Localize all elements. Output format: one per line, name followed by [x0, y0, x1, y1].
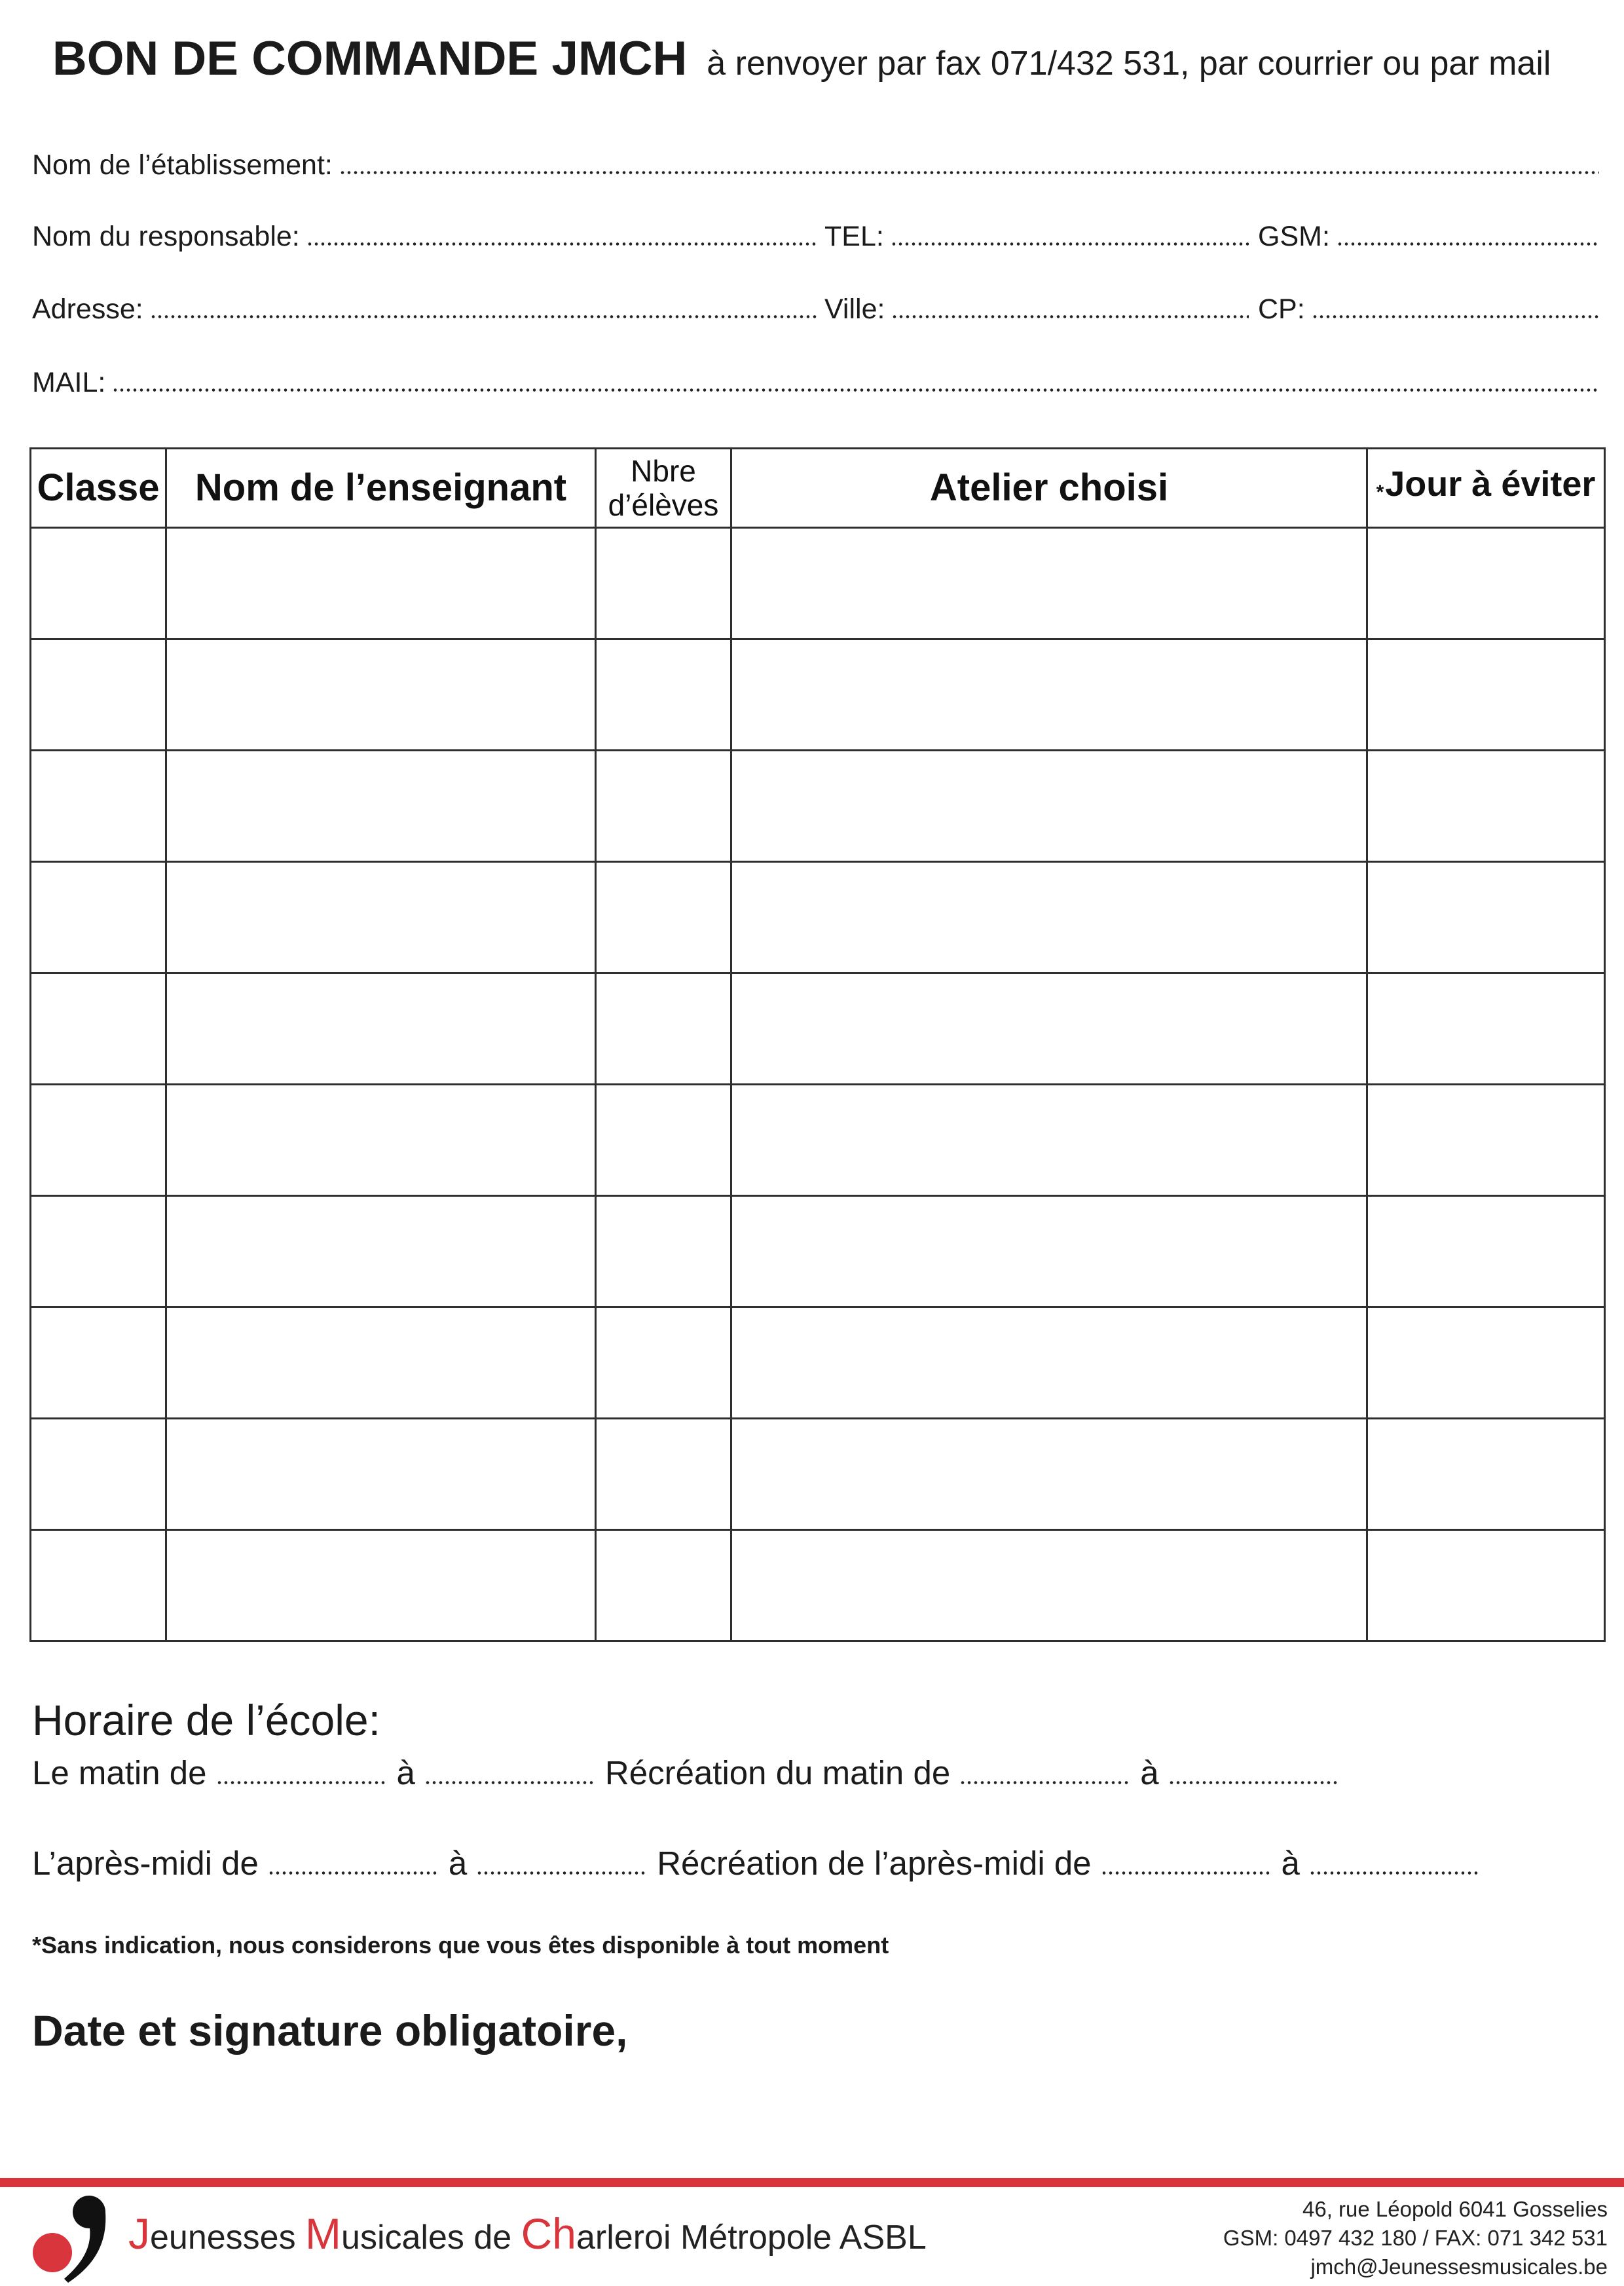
- cell-classe: [31, 751, 166, 862]
- cell-workshop: [731, 1419, 1367, 1530]
- table-row: [31, 862, 1605, 973]
- morning-break-start-blank: [959, 1781, 1131, 1784]
- cell-students: [596, 1196, 731, 1307]
- org-name-part: usicales de: [341, 2219, 521, 2257]
- tel-fill-line: [891, 242, 1249, 246]
- gsm-field: [1258, 220, 1599, 253]
- availability-footnote: *Sans indication, nous considerons que vous êtes disponible à tout moment: [32, 1932, 889, 1958]
- header-avoid-day: [1367, 449, 1605, 528]
- cell-classe: [31, 1530, 166, 1641]
- logo-red-dot: [33, 2233, 72, 2272]
- document-subtitle: à renvoyer par fax 071/432 531, par courrier ou par mail: [707, 45, 1551, 83]
- table-row: [31, 751, 1605, 862]
- cell-classe: [31, 862, 166, 973]
- tel-label: TEL:: [824, 221, 884, 252]
- morning-schedule-row: [32, 1753, 1349, 1793]
- cell-teacher: [166, 1196, 596, 1307]
- city-field: [824, 293, 1249, 326]
- city-fill-line: [891, 315, 1249, 318]
- cell-teacher: [166, 1530, 596, 1641]
- afternoon-start-blank: [268, 1871, 439, 1875]
- table-row: [31, 1085, 1605, 1196]
- address-label: Adresse:: [32, 293, 143, 325]
- table-row: [31, 528, 1605, 639]
- morning-break-to-label: à: [1140, 1754, 1159, 1791]
- footer-phone-fax: GSM: 0497 432 180 / FAX: 071 342 531: [1223, 2226, 1608, 2250]
- morning-break-label: Récréation du matin de: [604, 1754, 951, 1791]
- cell-teacher: [166, 1307, 596, 1419]
- cell-workshop: [731, 862, 1367, 973]
- header-classe: Classe: [31, 449, 166, 528]
- morning-end-blank: [424, 1781, 596, 1784]
- org-name-part: arleroi Métropole ASBL: [576, 2219, 927, 2257]
- manager-label: Nom du responsable:: [32, 221, 300, 252]
- cell-students: [596, 528, 731, 639]
- cell-workshop: [731, 1530, 1367, 1641]
- jmch-logo-icon: [26, 2191, 111, 2284]
- cell-workshop: [731, 1085, 1367, 1196]
- cell-classe: [31, 528, 166, 639]
- org-name-initial-m: M: [305, 2209, 342, 2258]
- header-workshop: Atelier choisi: [731, 449, 1367, 528]
- cell-avoid-day: [1367, 1196, 1605, 1307]
- document-title: BON DE COMMANDE JMCH: [52, 32, 688, 85]
- mail-label: MAIL:: [32, 367, 106, 398]
- tel-field: [824, 220, 1249, 253]
- afternoon-schedule-row: [32, 1844, 1490, 1883]
- cell-classe: [31, 1419, 166, 1530]
- manager-field: [32, 220, 818, 253]
- footer-divider: [0, 2178, 1624, 2187]
- schedule-title: Horaire de l’école:: [32, 1696, 380, 1744]
- table-row: [31, 1419, 1605, 1530]
- table-header: [31, 449, 1605, 528]
- cell-students: [596, 973, 731, 1085]
- cell-workshop: [731, 751, 1367, 862]
- address-field: [32, 293, 818, 326]
- cell-classe: [31, 1307, 166, 1419]
- postcode-field: [1258, 293, 1599, 326]
- cell-avoid-day: [1367, 1307, 1605, 1419]
- afternoon-break-end-blank: [1309, 1871, 1481, 1875]
- cell-workshop: [731, 639, 1367, 751]
- footer-address: 46, rue Léopold 6041 Gosselies: [1302, 2197, 1608, 2221]
- table-row: [31, 973, 1605, 1085]
- cell-students: [596, 639, 731, 751]
- cell-students: [596, 1530, 731, 1641]
- morning-to-label: à: [396, 1754, 415, 1791]
- cell-teacher: [166, 1419, 596, 1530]
- table-row: [31, 1307, 1605, 1419]
- cell-avoid-day: [1367, 973, 1605, 1085]
- logo-comma-shape: [64, 2196, 105, 2283]
- gsm-label: GSM:: [1258, 221, 1330, 252]
- postcode-fill-line: [1312, 315, 1599, 318]
- mail-row: [32, 366, 1599, 399]
- establishment-label: Nom de l’établissement:: [32, 149, 333, 181]
- table-row: [31, 1196, 1605, 1307]
- cell-workshop: [731, 973, 1367, 1085]
- org-name-part: eunesses: [150, 2219, 306, 2257]
- mail-fill-line: [112, 388, 1599, 392]
- header-students-line2: d’élèves: [608, 488, 719, 522]
- organization-name: [128, 2207, 927, 2264]
- order-table: [29, 447, 1606, 1642]
- cell-classe: [31, 639, 166, 751]
- cell-teacher: [166, 751, 596, 862]
- cell-teacher: [166, 528, 596, 639]
- cell-teacher: [166, 862, 596, 973]
- cell-teacher: [166, 973, 596, 1085]
- cell-students: [596, 1419, 731, 1530]
- header-teacher: Nom de l’enseignant: [166, 449, 596, 528]
- cell-avoid-day: [1367, 1085, 1605, 1196]
- morning-start-blank: [216, 1781, 388, 1784]
- footer-contact-block: [1223, 2195, 1608, 2281]
- cell-classe: [31, 973, 166, 1085]
- table-row: [31, 639, 1605, 751]
- cell-avoid-day: [1367, 639, 1605, 751]
- afternoon-break-label: Récréation de l’après-midi de: [657, 1845, 1092, 1882]
- cell-workshop: [731, 1307, 1367, 1419]
- cell-avoid-day: [1367, 1530, 1605, 1641]
- cell-classe: [31, 1196, 166, 1307]
- cell-avoid-day: [1367, 528, 1605, 639]
- table-body: [31, 528, 1605, 1641]
- address-row: [32, 293, 1599, 326]
- manager-fill-line: [306, 242, 818, 246]
- table-header-row: [31, 449, 1605, 528]
- address-fill-line: [150, 315, 818, 318]
- afternoon-end-blank: [476, 1871, 648, 1875]
- cell-avoid-day: [1367, 751, 1605, 862]
- morning-break-end-blank: [1168, 1781, 1340, 1784]
- cell-classe: [31, 1085, 166, 1196]
- cell-workshop: [731, 528, 1367, 639]
- signature-line: Date et signature obligatoire,: [32, 2006, 628, 2055]
- establishment-row: [32, 149, 1599, 181]
- document-header: [52, 31, 1551, 91]
- establishment-fill-line: [339, 171, 1599, 174]
- footer-email: jmch@Jeunessesmusicales.be: [1310, 2255, 1608, 2279]
- afternoon-break-to-label: à: [1281, 1845, 1300, 1882]
- header-students: [596, 449, 731, 528]
- afternoon-to-label: à: [448, 1845, 468, 1882]
- cell-students: [596, 1085, 731, 1196]
- morning-label: Le matin de: [32, 1754, 207, 1791]
- cell-students: [596, 1307, 731, 1419]
- city-label: Ville:: [824, 293, 885, 325]
- header-students-line1: Nbre: [631, 454, 696, 488]
- afternoon-break-start-blank: [1101, 1871, 1272, 1875]
- header-avoid-day-label: Jour à éviter: [1385, 464, 1596, 504]
- cell-students: [596, 862, 731, 973]
- cell-teacher: [166, 1085, 596, 1196]
- cell-workshop: [731, 1196, 1367, 1307]
- afternoon-label: L’après-midi de: [32, 1845, 259, 1882]
- header-avoid-day-marker: *: [1376, 481, 1384, 503]
- postcode-label: CP:: [1258, 293, 1305, 325]
- org-name-initial-ch: Ch: [521, 2209, 577, 2258]
- cell-avoid-day: [1367, 862, 1605, 973]
- cell-teacher: [166, 639, 596, 751]
- manager-row: [32, 220, 1599, 253]
- table-row: [31, 1530, 1605, 1641]
- cell-students: [596, 751, 731, 862]
- org-name-initial-j: J: [128, 2209, 150, 2258]
- cell-avoid-day: [1367, 1419, 1605, 1530]
- gsm-fill-line: [1337, 242, 1599, 246]
